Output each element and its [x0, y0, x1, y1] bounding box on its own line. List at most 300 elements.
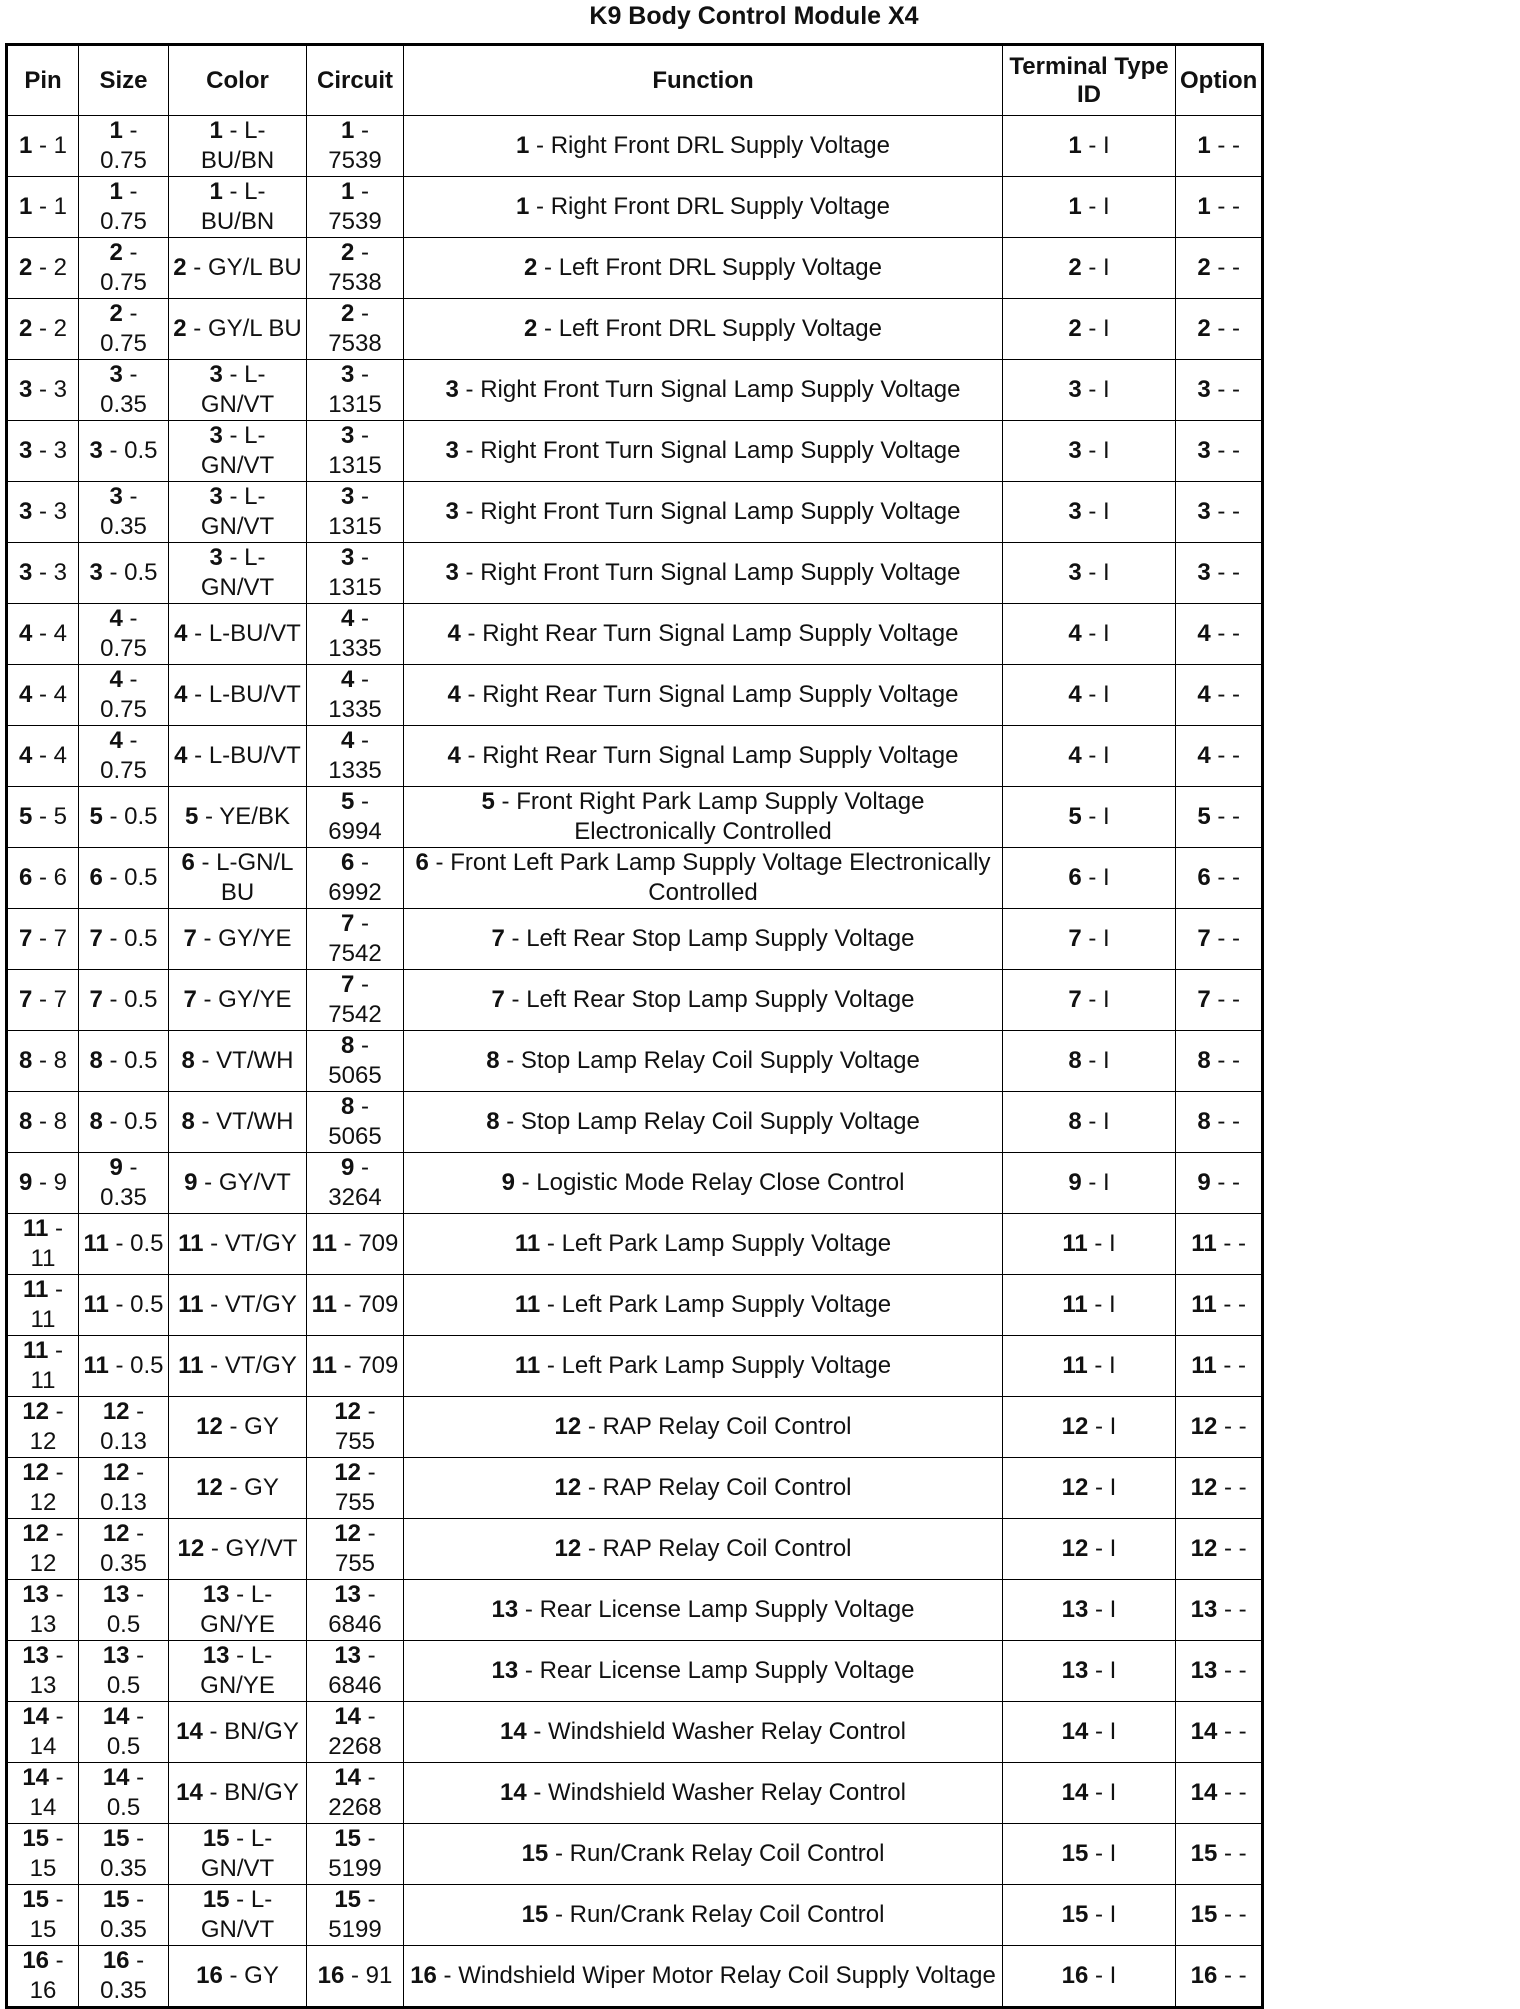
color-cell: 12 - GY/VT: [169, 1519, 307, 1580]
terminal-type-cell: 1 - I: [1003, 177, 1176, 238]
pin-cell: 14 - 14: [7, 1702, 79, 1763]
terminal-type-cell-number: 7: [1068, 986, 1082, 1013]
color-cell-value: L-BU/BN: [200, 178, 275, 235]
terminal-type-cell-number: 3: [1068, 498, 1082, 525]
circuit-cell-value: 5199: [328, 1916, 382, 1943]
table-row: [7, 421, 1263, 482]
function-cell-value: Windshield Washer Relay Control: [548, 1718, 906, 1745]
color-cell-value: BN/GY: [224, 1718, 299, 1745]
circuit-cell: 2 - 7538: [307, 299, 404, 360]
circuit-cell: 4 - 1335: [307, 726, 404, 787]
circuit-cell: 14 - 2268: [307, 1702, 404, 1763]
option-cell-value: -: [1232, 1108, 1240, 1135]
color-cell: 11 - VT/GY: [169, 1214, 307, 1275]
circuit-cell: 4 - 1335: [307, 665, 404, 726]
pin-cell: 1 - 1: [7, 177, 79, 238]
header-circuit: Circuit: [307, 45, 404, 116]
function-cell: 9 - Logistic Mode Relay Close Control: [404, 1153, 1003, 1214]
pin-cell-value: 13: [29, 1672, 57, 1699]
pin-cell-number: 14: [22, 1703, 50, 1730]
header-option: Option: [1176, 45, 1263, 116]
circuit-cell-number: 3: [340, 361, 355, 388]
terminal-type-cell-value: I: [1103, 620, 1110, 647]
function-cell-number: 15: [521, 1840, 549, 1867]
function-cell-value: Windshield Wiper Motor Relay Coil Supply Voltage: [458, 1962, 996, 1989]
color-cell: 1 - L-BU/BN: [169, 177, 307, 238]
function-cell: 11 - Left Park Lamp Supply Voltage: [404, 1214, 1003, 1275]
circuit-cell-number: 4: [340, 666, 355, 693]
size-cell-value: 0.5: [124, 925, 158, 952]
option-cell-value: -: [1232, 1169, 1240, 1196]
size-cell-value: 0.13: [100, 1489, 147, 1516]
color-cell-value: VT/WH: [216, 1047, 294, 1074]
circuit-cell-value: 1315: [328, 452, 382, 479]
terminal-type-cell: 4 - I: [1003, 726, 1176, 787]
circuit-cell: 12 - 755: [307, 1519, 404, 1580]
option-cell-number: 8: [1197, 1108, 1211, 1135]
terminal-type-cell-value: I: [1103, 681, 1110, 708]
terminal-type-cell-value: I: [1109, 1230, 1116, 1257]
option-cell-value: -: [1232, 864, 1240, 891]
option-cell-number: 1: [1197, 193, 1211, 220]
terminal-type-cell-number: 2: [1068, 254, 1082, 281]
terminal-type-cell-number: 11: [1062, 1291, 1088, 1318]
circuit-cell-value: 2268: [328, 1794, 382, 1821]
terminal-type-cell-number: 12: [1061, 1413, 1089, 1440]
terminal-type-cell-value: I: [1103, 1169, 1110, 1196]
color-cell-number: 9: [184, 1169, 198, 1196]
color-cell: 3 - L-GN/VT: [169, 482, 307, 543]
function-cell: 3 - Right Front Turn Signal Lamp Supply Voltage: [404, 421, 1003, 482]
function-cell: 7 - Left Rear Stop Lamp Supply Voltage: [404, 909, 1003, 970]
size-cell: 9 - 0.35: [79, 1153, 169, 1214]
size-cell-value: 0.35: [100, 1550, 147, 1577]
size-cell: 14 - 0.5: [79, 1702, 169, 1763]
size-cell: 4 - 0.75: [79, 665, 169, 726]
size-cell-number: 3: [89, 559, 103, 586]
pin-cell: 3 - 3: [7, 360, 79, 421]
color-cell-value: L-GN/VT: [200, 1886, 275, 1943]
size-cell: 8 - 0.5: [79, 1092, 169, 1153]
option-cell-number: 8: [1197, 1047, 1211, 1074]
size-cell-number: 12: [102, 1398, 130, 1425]
size-cell-value: 0.5: [130, 1352, 164, 1379]
color-cell-value: GY: [244, 1962, 279, 1989]
size-cell-value: 0.35: [100, 1977, 147, 2004]
function-cell-value: Rear License Lamp Supply Voltage: [539, 1596, 915, 1623]
option-cell: 14 - -: [1176, 1763, 1263, 1824]
page-title: K9 Body Control Module X4: [589, 2, 919, 30]
terminal-type-cell-number: 16: [1061, 1962, 1089, 1989]
size-cell: 3 - 0.35: [79, 482, 169, 543]
terminal-type-cell-value: I: [1103, 1047, 1110, 1074]
circuit-cell: 8 - 5065: [307, 1092, 404, 1153]
pin-cell-number: 14: [22, 1764, 50, 1791]
pin-cell-number: 2: [18, 315, 33, 342]
pin-cell-value: 6: [53, 864, 68, 891]
size-cell-value: 0.13: [100, 1428, 147, 1455]
size-cell-number: 15: [102, 1825, 130, 1852]
option-cell: 15 - -: [1176, 1824, 1263, 1885]
color-cell-value: VT/GY: [224, 1230, 297, 1257]
table-row: [7, 1214, 1263, 1275]
size-cell-value: 0.75: [100, 330, 147, 357]
pin-cell: 8 - 8: [7, 1092, 79, 1153]
terminal-type-cell: 9 - I: [1003, 1153, 1176, 1214]
color-cell-value: GY/VT: [225, 1535, 298, 1562]
terminal-type-cell-number: 4: [1068, 681, 1082, 708]
table-row: [7, 1580, 1263, 1641]
function-cell-number: 2: [524, 315, 538, 342]
function-cell: 3 - Right Front Turn Signal Lamp Supply Voltage: [404, 543, 1003, 604]
color-cell-value: GY/VT: [218, 1169, 291, 1196]
function-cell: 6 - Front Left Park Lamp Supply Voltage Electronically Controlled: [404, 848, 1003, 909]
size-cell-number: 4: [109, 727, 123, 754]
color-cell-number: 2: [173, 254, 187, 281]
header-terminal-type: Terminal Type ID: [1003, 45, 1176, 116]
size-cell: 1 - 0.75: [79, 177, 169, 238]
option-cell: 1 - -: [1176, 177, 1263, 238]
terminal-type-cell-value: I: [1103, 803, 1110, 830]
option-cell: 13 - -: [1176, 1641, 1263, 1702]
color-cell-number: 8: [181, 1047, 195, 1074]
terminal-type-cell: 12 - I: [1003, 1519, 1176, 1580]
circuit-cell-number: 12: [334, 1520, 362, 1547]
color-cell-number: 3: [209, 422, 223, 449]
terminal-type-cell-number: 13: [1061, 1657, 1089, 1684]
pin-cell-number: 11: [22, 1215, 49, 1242]
circuit-cell: 11 - 709: [307, 1214, 404, 1275]
terminal-type-cell-value: I: [1109, 1718, 1117, 1745]
pin-cell-value: 12: [29, 1550, 57, 1577]
option-cell-value: -: [1238, 1291, 1246, 1318]
option-cell-value: -: [1232, 315, 1240, 342]
function-cell-value: RAP Relay Coil Control: [602, 1413, 852, 1440]
terminal-type-cell-value: I: [1103, 1108, 1110, 1135]
function-cell-number: 4: [447, 742, 461, 769]
circuit-cell-value: 7542: [328, 1001, 382, 1028]
terminal-type-cell-number: 3: [1068, 437, 1082, 464]
function-cell-value: Windshield Washer Relay Control: [548, 1779, 906, 1806]
color-cell-number: 6: [181, 849, 195, 876]
size-cell-number: 12: [102, 1459, 130, 1486]
terminal-type-cell-number: 12: [1061, 1474, 1089, 1501]
color-cell-number: 4: [174, 742, 188, 769]
function-cell-value: Left Park Lamp Supply Voltage: [561, 1230, 892, 1257]
circuit-cell: 6 - 6992: [307, 848, 404, 909]
terminal-type-cell-number: 9: [1068, 1169, 1082, 1196]
option-cell-value: -: [1232, 1047, 1240, 1074]
option-cell-value: -: [1238, 1840, 1247, 1867]
function-cell-value: Right Rear Turn Signal Lamp Supply Voltage: [482, 620, 959, 647]
function-cell-number: 3: [445, 437, 459, 464]
function-cell-number: 12: [554, 1474, 582, 1501]
pin-cell: 4 - 4: [7, 665, 79, 726]
circuit-cell-value: 7539: [328, 147, 382, 174]
table-row: [7, 1519, 1263, 1580]
terminal-type-cell: 14 - I: [1003, 1763, 1176, 1824]
function-cell-number: 7: [491, 925, 505, 952]
circuit-cell-number: 12: [334, 1459, 362, 1486]
pin-cell-value: 3: [53, 498, 68, 525]
size-cell-value: 0.5: [106, 1611, 141, 1638]
option-cell-number: 16: [1190, 1962, 1218, 1989]
option-cell: 3 - -: [1176, 421, 1263, 482]
terminal-type-cell: 3 - I: [1003, 543, 1176, 604]
color-cell: 6 - L-GN/L BU: [169, 848, 307, 909]
table-row: [7, 848, 1263, 909]
pin-cell-number: 7: [18, 925, 33, 952]
size-cell-value: 0.35: [100, 1855, 147, 1882]
option-cell-value: -: [1232, 498, 1240, 525]
size-cell: 4 - 0.75: [79, 604, 169, 665]
circuit-cell: 8 - 5065: [307, 1031, 404, 1092]
circuit-cell: 11 - 709: [307, 1275, 404, 1336]
color-cell: 11 - VT/GY: [169, 1336, 307, 1397]
circuit-cell-number: 13: [334, 1581, 362, 1608]
circuit-cell-number: 2: [340, 300, 355, 327]
pin-cell-number: 3: [18, 498, 33, 525]
size-cell-number: 15: [102, 1886, 130, 1913]
pin-cell: 3 - 3: [7, 543, 79, 604]
pin-cell-number: 11: [22, 1337, 49, 1364]
color-cell-value: GY/YE: [218, 925, 292, 952]
option-cell: 7 - -: [1176, 909, 1263, 970]
option-cell-value: -: [1238, 1901, 1247, 1928]
size-cell-value: 0.5: [106, 1672, 141, 1699]
color-cell: 3 - L-GN/VT: [169, 543, 307, 604]
function-cell-value: Right Front Turn Signal Lamp Supply Voltage: [480, 498, 961, 525]
pin-cell-value: 2: [53, 254, 68, 281]
size-cell-value: 0.5: [106, 1794, 141, 1821]
function-cell-value: RAP Relay Coil Control: [602, 1535, 852, 1562]
circuit-cell: 3 - 1315: [307, 360, 404, 421]
color-cell-number: 14: [176, 1718, 203, 1745]
size-cell-value: 0.35: [100, 391, 147, 418]
size-cell: 1 - 0.75: [79, 116, 169, 177]
function-cell: 14 - Windshield Washer Relay Control: [404, 1702, 1003, 1763]
size-cell-value: 0.75: [100, 147, 147, 174]
color-cell-number: 15: [202, 1886, 230, 1913]
terminal-type-cell-value: I: [1103, 437, 1110, 464]
circuit-cell-number: 1: [340, 117, 355, 144]
terminal-type-cell-number: 3: [1068, 559, 1082, 586]
pin-cell: 9 - 9: [7, 1153, 79, 1214]
circuit-cell-number: 8: [340, 1093, 355, 1120]
terminal-type-cell-value: I: [1103, 376, 1110, 403]
option-cell-number: 1: [1197, 132, 1211, 159]
color-cell: 2 - GY/L BU: [169, 238, 307, 299]
option-cell-value: -: [1232, 986, 1240, 1013]
color-cell-number: 1: [209, 178, 223, 205]
table-row: [7, 1641, 1263, 1702]
terminal-type-cell: 15 - I: [1003, 1824, 1176, 1885]
circuit-cell-number: 6: [340, 849, 355, 876]
terminal-type-cell-number: 14: [1061, 1779, 1089, 1806]
circuit-cell-number: 9: [340, 1154, 355, 1181]
circuit-cell: 14 - 2268: [307, 1763, 404, 1824]
size-cell: 12 - 0.13: [79, 1458, 169, 1519]
terminal-type-cell: 14 - I: [1003, 1702, 1176, 1763]
size-cell: 3 - 0.5: [79, 543, 169, 604]
terminal-type-cell-number: 5: [1068, 803, 1082, 830]
size-cell-number: 2: [109, 300, 123, 327]
option-cell-number: 14: [1190, 1718, 1218, 1745]
option-cell-value: -: [1238, 1962, 1247, 1989]
option-cell: 1 - -: [1176, 116, 1263, 177]
size-cell-number: 1: [109, 117, 123, 144]
circuit-cell-number: 5: [340, 788, 355, 815]
function-cell: 1 - Right Front DRL Supply Voltage: [404, 116, 1003, 177]
color-cell-number: 8: [181, 1108, 195, 1135]
option-cell-number: 7: [1197, 986, 1211, 1013]
size-cell-value: 0.5: [130, 1291, 164, 1318]
circuit-cell-value: 7539: [328, 208, 382, 235]
pin-cell: 8 - 8: [7, 1031, 79, 1092]
function-cell-number: 11: [514, 1230, 541, 1257]
option-cell: 13 - -: [1176, 1580, 1263, 1641]
function-cell: 3 - Right Front Turn Signal Lamp Supply Voltage: [404, 360, 1003, 421]
circuit-cell: 12 - 755: [307, 1397, 404, 1458]
circuit-cell: 13 - 6846: [307, 1580, 404, 1641]
pin-cell-number: 4: [18, 620, 33, 647]
size-cell-value: 0.5: [124, 864, 158, 891]
size-cell: 14 - 0.5: [79, 1763, 169, 1824]
circuit-cell-value: 5199: [328, 1855, 382, 1882]
pin-cell-value: 4: [53, 742, 68, 769]
function-cell-number: 3: [445, 498, 459, 525]
size-cell-value: 0.5: [106, 1733, 141, 1760]
option-cell-number: 15: [1190, 1901, 1218, 1928]
option-cell-value: -: [1232, 803, 1240, 830]
option-cell-number: 2: [1197, 315, 1211, 342]
color-cell: 4 - L-BU/VT: [169, 665, 307, 726]
circuit-cell-number: 4: [340, 727, 355, 754]
color-cell-value: L-GN/VT: [200, 544, 275, 601]
function-cell-value: Front Left Park Lamp Supply Voltage Electronically Controlled: [450, 849, 991, 906]
option-cell-value: -: [1232, 376, 1240, 403]
color-cell-number: 11: [178, 1230, 204, 1257]
terminal-type-cell-value: I: [1103, 498, 1110, 525]
color-cell: 1 - L-BU/BN: [169, 116, 307, 177]
option-cell-value: -: [1238, 1230, 1246, 1257]
terminal-type-cell-value: I: [1109, 1535, 1117, 1562]
function-cell-number: 1: [516, 193, 530, 220]
size-cell-value: 0.75: [100, 635, 147, 662]
size-cell-number: 8: [89, 1047, 103, 1074]
color-cell-value: GY: [244, 1474, 279, 1501]
option-cell-value: -: [1232, 620, 1240, 647]
circuit-cell: 15 - 5199: [307, 1885, 404, 1946]
terminal-type-cell-value: I: [1103, 986, 1110, 1013]
circuit-cell-value: 709: [358, 1291, 399, 1318]
function-cell: 4 - Right Rear Turn Signal Lamp Supply Voltage: [404, 604, 1003, 665]
pin-cell: 4 - 4: [7, 726, 79, 787]
function-cell-value: Left Park Lamp Supply Voltage: [561, 1291, 892, 1318]
terminal-type-cell-value: I: [1109, 1474, 1117, 1501]
option-cell-value: -: [1238, 1718, 1247, 1745]
pin-cell: 3 - 3: [7, 482, 79, 543]
pin-cell-number: 5: [18, 803, 33, 830]
terminal-type-cell: 12 - I: [1003, 1458, 1176, 1519]
circuit-cell-value: 709: [358, 1230, 399, 1257]
size-cell: 7 - 0.5: [79, 909, 169, 970]
terminal-type-cell-number: 15: [1061, 1901, 1089, 1928]
terminal-type-cell-value: I: [1109, 1413, 1117, 1440]
table-row: [7, 1092, 1263, 1153]
connector-table: [5, 43, 1264, 2009]
color-cell-value: VT/GY: [224, 1352, 297, 1379]
pin-cell-value: 5: [53, 803, 68, 830]
terminal-type-cell-value: I: [1109, 1962, 1117, 1989]
color-cell-number: 13: [202, 1642, 230, 1669]
circuit-cell: 4 - 1335: [307, 604, 404, 665]
function-cell-number: 12: [554, 1413, 582, 1440]
pin-cell-number: 6: [18, 864, 33, 891]
circuit-cell-number: 16: [317, 1962, 345, 1989]
terminal-type-cell: 4 - I: [1003, 665, 1176, 726]
color-cell: 9 - GY/VT: [169, 1153, 307, 1214]
terminal-type-cell-value: I: [1103, 254, 1110, 281]
circuit-cell-number: 4: [340, 605, 355, 632]
size-cell: 11 - 0.5: [79, 1275, 169, 1336]
terminal-type-cell-number: 7: [1068, 925, 1082, 952]
option-cell: 4 - -: [1176, 604, 1263, 665]
terminal-type-cell-value: I: [1103, 559, 1110, 586]
size-cell-value: 0.35: [100, 513, 147, 540]
pin-cell: 7 - 7: [7, 909, 79, 970]
table-body: [7, 116, 1263, 2008]
table-row: [7, 1031, 1263, 1092]
option-cell: 3 - -: [1176, 543, 1263, 604]
table-row: [7, 116, 1263, 177]
circuit-cell-value: 6992: [328, 879, 382, 906]
size-cell-number: 4: [109, 666, 123, 693]
circuit-cell-number: 7: [340, 971, 355, 998]
option-cell-value: -: [1232, 681, 1240, 708]
terminal-type-cell-number: 1: [1068, 193, 1082, 220]
table-row: [7, 1763, 1263, 1824]
circuit-cell-number: 8: [340, 1032, 355, 1059]
option-cell-value: -: [1238, 1352, 1246, 1379]
function-cell: 15 - Run/Crank Relay Coil Control: [404, 1885, 1003, 1946]
function-cell-value: Stop Lamp Relay Coil Supply Voltage: [520, 1047, 920, 1074]
pin-cell-number: 12: [22, 1520, 50, 1547]
terminal-type-cell-value: I: [1109, 1657, 1117, 1684]
circuit-cell: 9 - 3264: [307, 1153, 404, 1214]
terminal-type-cell-number: 11: [1062, 1352, 1088, 1379]
size-cell-value: 0.5: [130, 1230, 164, 1257]
option-cell: 15 - -: [1176, 1885, 1263, 1946]
color-cell: 7 - GY/YE: [169, 909, 307, 970]
function-cell: 5 - Front Right Park Lamp Supply Voltage Electronically Controlled: [404, 787, 1003, 848]
option-cell-value: -: [1232, 254, 1240, 281]
function-cell-number: 1: [516, 132, 530, 159]
function-cell-number: 8: [486, 1108, 500, 1135]
option-cell-number: 12: [1190, 1413, 1218, 1440]
option-cell-number: 3: [1197, 376, 1211, 403]
function-cell-value: Right Rear Turn Signal Lamp Supply Voltage: [482, 681, 959, 708]
color-cell-value: L-GN/VT: [200, 422, 275, 479]
terminal-type-cell-number: 12: [1061, 1535, 1089, 1562]
pin-cell: 14 - 14: [7, 1763, 79, 1824]
color-cell-value: L-GN/VT: [200, 1825, 275, 1882]
pin-cell-value: 14: [29, 1794, 57, 1821]
circuit-cell-number: 3: [340, 544, 355, 571]
circuit-cell-number: 3: [340, 422, 355, 449]
option-cell: 9 - -: [1176, 1153, 1263, 1214]
function-cell: 2 - Left Front DRL Supply Voltage: [404, 238, 1003, 299]
